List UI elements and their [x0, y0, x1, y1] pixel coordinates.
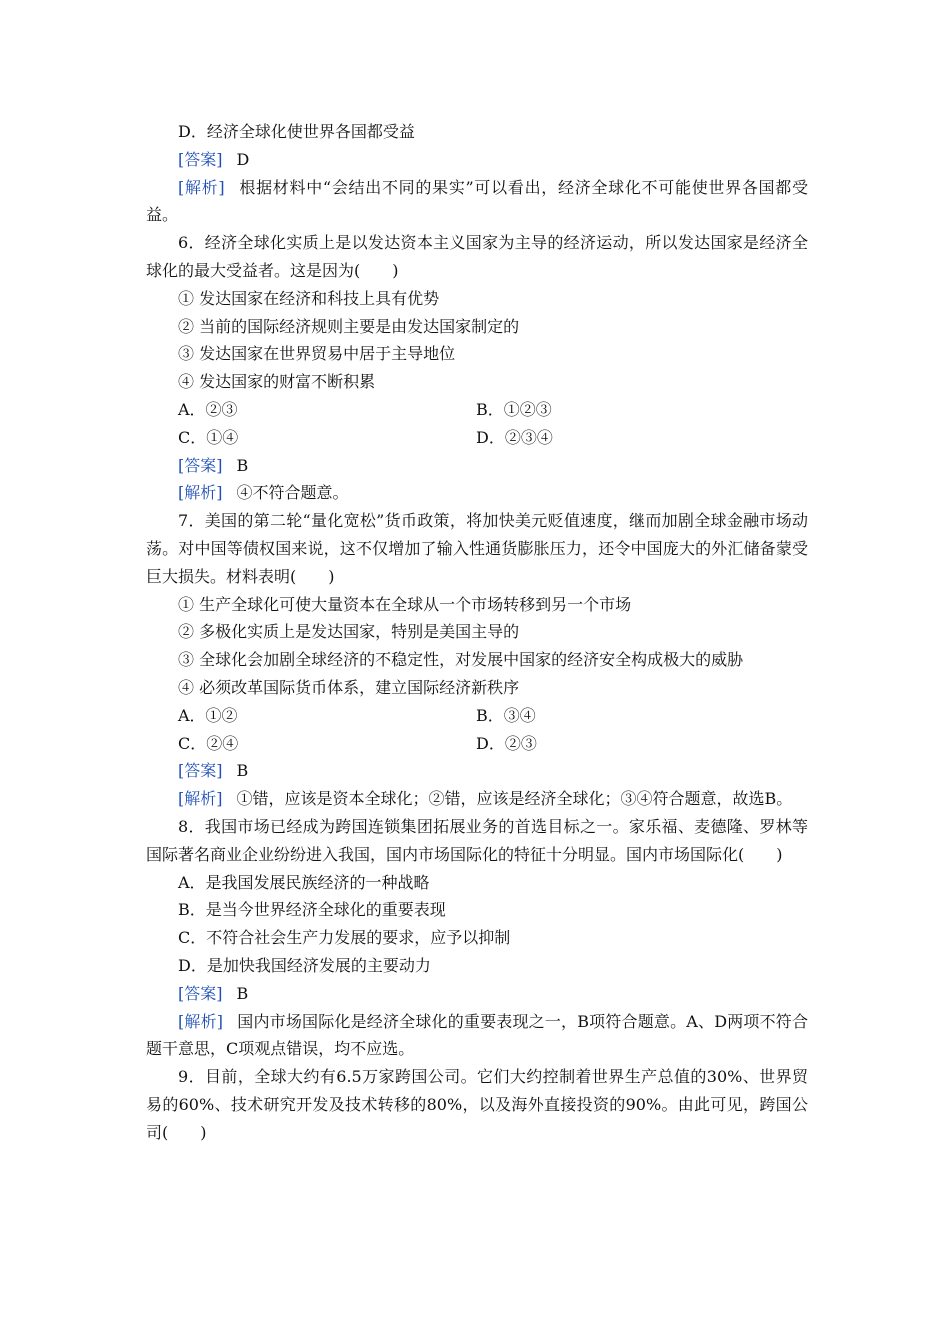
analysis-text: ④不符合题意。	[236, 483, 349, 503]
q7-item: ④ 必须改革国际货币体系，建立国际经济新秩序	[178, 677, 520, 697]
analysis-text: 根据材料中“会结出不同的果实”可以看出，经济全球化不可能使世界各国都受益。	[146, 177, 808, 225]
answer-tag: [答案]	[178, 149, 223, 169]
analysis-tag: [解析]	[178, 1011, 224, 1031]
answer-value: B	[236, 761, 249, 781]
q6-item: ③ 发达国家在世界贸易中居于主导地位	[178, 344, 456, 364]
q8-answer	[146, 980, 808, 1008]
q7-option-d: D．②③	[476, 733, 537, 753]
analysis-text: ①错，应该是资本全球化；②错，应该是经济全球化；③④符合题意，故选B。	[236, 789, 793, 809]
q6-option-c: C．①④	[178, 427, 239, 447]
document-content	[146, 118, 808, 1146]
q6-option-d: D．②③④	[476, 427, 553, 447]
q6-option-b: B．①②③	[476, 399, 552, 419]
answer-value: D	[236, 149, 250, 169]
q7-options-row	[146, 730, 808, 758]
q7-stem: 7．美国的第二轮“量化宽松”货币政策，将加快美元贬值速度，继而加剧全球金融市场动荡。对中国等债权国来说，这不仅增加了输入性通货膨胀压力，还令中国庞大的外汇储备蒙受巨大损失。材料表明( )	[146, 511, 808, 586]
q7-item: ③ 全球化会加剧全球经济的不稳定性，对发展中国家的经济安全构成极大的威胁	[178, 650, 744, 670]
analysis-tag: [解析]	[178, 789, 223, 809]
q8-option-a: A．是我国发展民族经济的一种战略	[178, 872, 430, 892]
q7-option-a: A．①②	[178, 705, 238, 725]
q8-option-d: D．是加快我国经济发展的主要动力	[178, 955, 431, 975]
q7-answer	[146, 757, 808, 785]
analysis-tag: [解析]	[178, 483, 223, 503]
analysis-tag: [解析]	[178, 177, 225, 197]
q7-options-row	[146, 702, 808, 730]
q7-option-b: B．③④	[476, 705, 536, 725]
q8-option-c: C．不符合社会生产力发展的要求，应予以抑制	[178, 928, 511, 948]
q6-options-row	[146, 424, 808, 452]
analysis-text: 国内市场国际化是经济全球化的重要表现之一，B项符合题意。A、D两项不符合题干意思，C项观点错误，均不应选。	[146, 1011, 808, 1059]
q6-item: ① 发达国家在经济和科技上具有优势	[178, 288, 440, 308]
q5-answer	[146, 146, 808, 174]
answer-value: B	[236, 455, 249, 475]
q6-answer	[146, 452, 808, 480]
q9-stem: 9．目前，全球大约有6.5万家跨国公司。它们大约控制着世界生产总值的30%、世界贸易的60%、技术研究开发及技术转移的80%，以及海外直接投资的90%。由此可见，跨国公司( )	[146, 1067, 808, 1142]
answer-tag: [答案]	[178, 761, 223, 781]
q6-analysis	[146, 479, 808, 507]
q6-options-row	[146, 396, 808, 424]
q7-option-c: C．②④	[178, 733, 239, 753]
q8-analysis	[146, 1008, 808, 1064]
q6-option-a: A．②③	[178, 399, 238, 419]
answer-tag: [答案]	[178, 455, 223, 475]
q5-analysis	[146, 174, 808, 230]
q8-stem: 8．我国市场已经成为跨国连锁集团拓展业务的首选目标之一。家乐福、麦德隆、罗林等国际著名商业企业纷纷进入我国，国内市场国际化的特征十分明显。国内市场国际化( )	[146, 816, 808, 864]
q6-stem: 6．经济全球化实质上是以发达资本主义国家为主导的经济运动，所以发达国家是经济全球化的最大受益者。这是因为( )	[146, 233, 808, 280]
answer-value: B	[236, 983, 249, 1003]
q5-option-d: D．经济全球化使世界各国都受益	[178, 122, 415, 141]
answer-tag: [答案]	[178, 983, 223, 1003]
q7-item: ① 生产全球化可使大量资本在全球从一个市场转移到另一个市场	[178, 594, 632, 614]
q7-analysis	[146, 785, 808, 813]
q8-option-b: B．是当今世界经济全球化的重要表现	[178, 900, 446, 920]
q7-item: ② 多极化实质上是发达国家，特别是美国主导的	[178, 622, 520, 642]
q6-item: ② 当前的国际经济规则主要是由发达国家制定的	[178, 316, 520, 336]
q6-item: ④ 发达国家的财富不断积累	[178, 372, 376, 392]
